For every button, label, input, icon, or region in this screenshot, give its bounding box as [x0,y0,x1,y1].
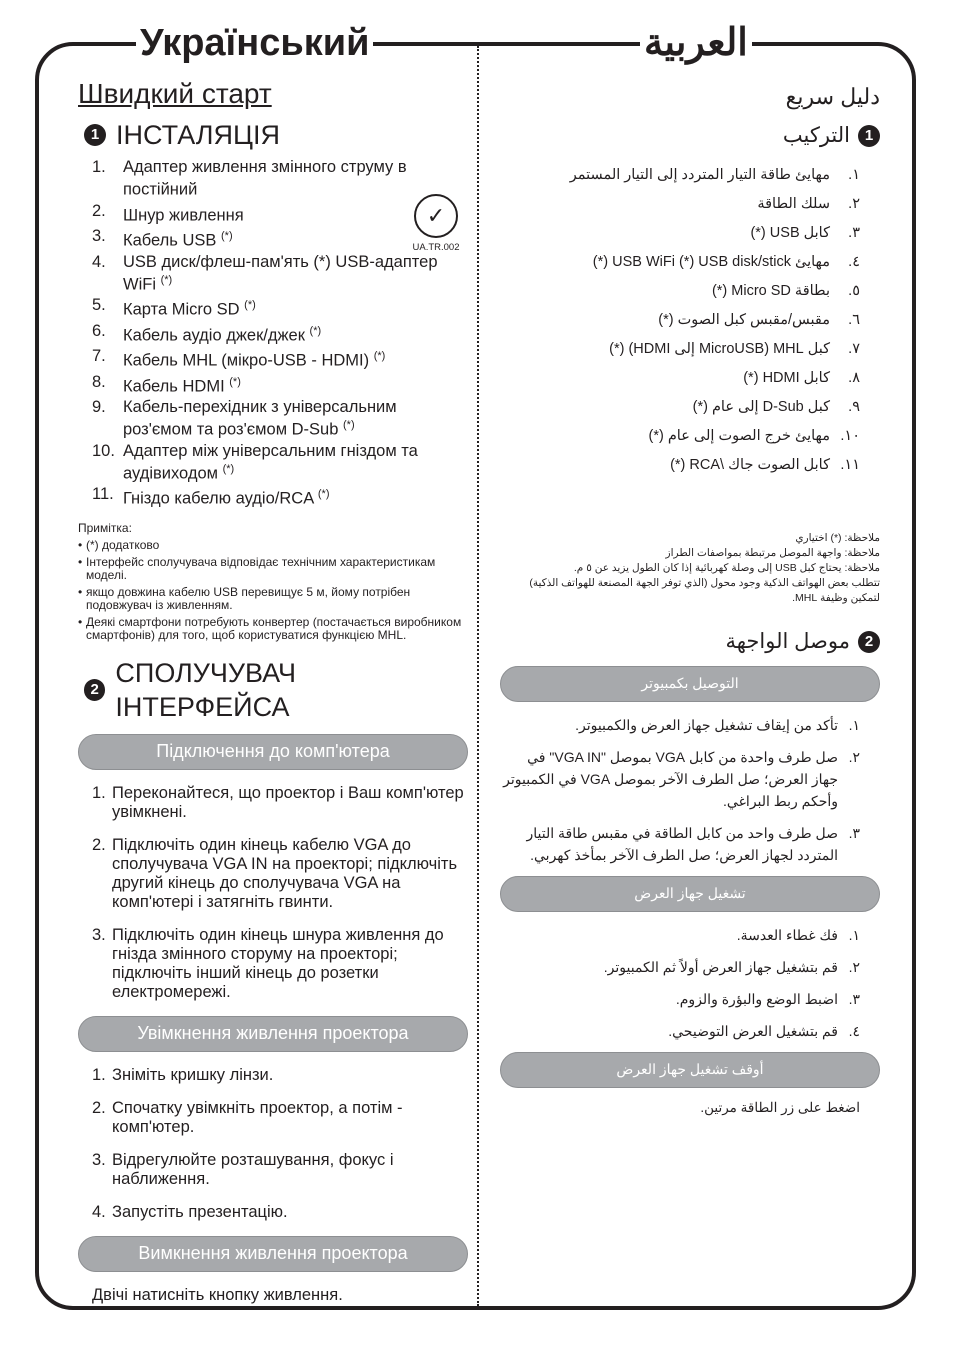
item-text [112,784,468,822]
item-number: ١. [848,166,860,183]
connect-computer-banner: Підключення до комп'ютера [78,734,468,770]
package-item [92,373,468,396]
installation-heading [78,118,468,152]
item-number: 1. [92,158,106,176]
item-label: قم بتشغيل العرض التوضيحي. [668,1023,838,1039]
item-text [112,836,468,912]
item-label: Підключіть один кінець кабелю VGA до сполучувача VGA IN на проекторі; підключіть другий кінець до сполучувача VGA на комп'ютері і затягніть гвинти. [112,835,458,911]
item-number: ٨. [848,369,860,386]
connect-steps [78,784,468,1002]
item-text [500,822,838,866]
note-item: • якщо довжина кабелю USB перевищує 5 м, йому потрібен подовжувач із живленням. [78,586,468,612]
item-label: كبل MHL (MicroUSB إلى HDMI) (*) [609,340,830,357]
ar-power-on-step [500,988,860,1010]
item-number: 5. [92,296,106,314]
item-text [649,428,831,444]
power-on-step [92,1066,468,1085]
item-text [112,1203,288,1222]
ar-power-on-step [500,924,860,946]
power-off-text: Двічі натисніть кнопку живлення. [92,1285,343,1304]
ar-note-item: ملاحظة: (*) اختياري [795,532,880,544]
optional-marker: (*) [309,324,322,337]
optional-marker: (*) [221,230,233,242]
notes [78,522,468,642]
item-number: ٣. [848,224,860,241]
ar-package-item [500,363,860,392]
ar-number-two-icon: 2 [858,631,880,653]
ar-package-item [500,334,860,363]
ua-certification-icon: ✓ [414,194,458,238]
item-label: صل طرف واحد من كابل الطاقة في مقبس طاقة التيار المتردد لجهاز العرض؛ صل الطرف الآخر بمأخذ كهربي. [526,825,838,863]
ar-connect-computer-banner: التوصيل بكمبيوتر [500,666,880,702]
item-text [123,398,468,439]
item-label: Спочатку увімкніть проектор, а потім - комп'ютер. [112,1098,403,1136]
item-number: 10. [92,441,115,460]
ar-installation-title: التركيب [782,124,850,147]
item-text [668,1020,838,1042]
item-number: ٧. [848,340,860,357]
item-label: مهايئ USB WiFi (*) USB disk/stick (*) [592,253,830,270]
item-text [112,1099,468,1137]
item-text [757,196,830,212]
item-number: 7. [92,347,106,365]
column-divider [477,46,479,1306]
item-text [658,312,830,328]
optional-marker: (*) [222,462,235,475]
ar-notes [500,531,880,606]
item-text [500,746,838,812]
ar-package-item [500,218,860,247]
item-text [123,158,468,199]
ar-power-on-steps [500,924,880,1042]
ar-interface-title: موصل الواجهة [725,630,850,653]
item-label: Карта Micro SD [123,300,240,319]
item-number: 4. [92,1202,106,1221]
item-label: Кабель аудіо джек/джек [123,326,305,344]
note-item: • (*) додатково [78,539,468,552]
item-number: ٢. [848,195,860,212]
ar-package-list [500,160,880,479]
item-number: ١. [848,927,860,943]
item-text [593,254,830,270]
power-on-step [92,1203,468,1222]
item-number: ٢. [848,959,860,975]
item-label: كابل الصوت جاك \RCA (*) [670,456,830,473]
item-number: ٦. [848,311,860,328]
item-label: كابل USB (*) [750,224,830,241]
item-number: 11. [92,485,114,503]
ar-power-on-step [500,956,860,978]
item-label: Кабель MHL (мікро-USB - HDMI) [123,351,370,370]
package-item [92,442,468,483]
power-on-steps [78,1066,468,1222]
item-number: 8. [92,372,106,391]
item-number: 3. [92,1150,106,1169]
connect-step [92,784,468,822]
ar-package-item [500,160,860,189]
certification-mark [406,194,466,253]
item-label: Підключіть один кінець шнура живлення до гнізда змінного сторуму на проекторі; підключіть інший кінець до розетки електромережі. [112,925,444,1001]
installation-title: ІНСТАЛЯЦІЯ [116,120,280,150]
item-number: ٩. [848,398,860,415]
item-text [123,373,241,396]
arabic-column [500,76,880,1116]
item-text [123,202,244,225]
item-label: مهايئ طاقة التيار المتردد إلى التيار المستمر [569,166,830,183]
ar-installation-heading [500,122,880,150]
number-two-icon: 2 [84,679,105,701]
arabic-header: العربية [640,20,752,66]
item-number: 2. [92,201,106,220]
item-label: كبل D-Sub إلى عام (*) [692,398,830,415]
item-number: 2. [92,835,106,854]
ar-note-item: ملاحظة: يحتاج كبل USB إلى وصلة كهربائية إذا كان الطول يزيد عن ٥ م. [573,562,880,574]
ar-connect-step [500,822,860,866]
item-text [123,347,385,370]
item-label: Кабель USB [123,231,217,250]
item-number: ٤. [848,1023,860,1039]
optional-marker: (*) [160,273,173,286]
ar-package-item [500,189,860,218]
power-on-step [92,1099,468,1137]
item-label: Зніміть кришку лінзи. [112,1065,274,1084]
ar-note-item: ملاحظة: واجهة الموصل مرتبطة بمواصفات الطراز [665,547,880,559]
item-text [123,227,233,250]
item-number: ٣. [848,991,860,1007]
ar-power-on-step [500,1020,860,1042]
item-number: ٣. [848,825,860,841]
ar-interface-heading [500,628,880,656]
item-label: اضبط الوضع والبؤرة والزوم. [675,991,838,1007]
item-label: فك غطاء العدسة. [736,927,838,943]
ar-quick-start-title: دليل سريع [785,84,880,109]
item-text [112,926,468,1002]
item-number: 3. [92,227,106,245]
item-label: بطاقة Micro SD (*) [711,282,830,299]
item-text [123,296,256,319]
item-text [604,956,838,978]
item-label: قم بتشغيل جهاز العرض أولاً ثم الكمبيوتر. [603,959,838,975]
item-text [712,283,830,299]
optional-marker: (*) [343,419,355,431]
item-label: Запустіть презентацію. [112,1202,288,1221]
item-text [743,370,830,386]
item-number: 3. [92,925,106,944]
certification-code: UA.TR.002 [412,242,460,253]
package-item [92,485,468,508]
item-number: 1. [92,783,106,802]
item-text [123,485,330,508]
note-title: Примітка: [78,520,132,535]
package-item [92,158,468,199]
ar-power-off-text: اضغط على زر الطاقة مرتين. [700,1100,860,1115]
item-label: مهايئ خرج الصوت إلى عام (*) [648,427,830,444]
item-label: Адаптер між універсальним гніздом та аудівиходом [123,441,418,482]
ar-connect-step [500,746,860,812]
package-item [92,347,468,370]
item-text [570,167,830,183]
optional-marker: (*) [373,350,386,362]
optional-marker: (*) [229,375,241,388]
ar-package-item [500,421,860,450]
item-label: Відрегулюйте розташування, фокус і наближення. [112,1150,394,1188]
item-number: 2. [92,1098,106,1117]
package-item [92,322,468,345]
interface-title: СПОЛУЧУВАЧ ІНТЕРФЕЙСА [115,657,297,722]
package-item [92,253,468,294]
ar-number-one-icon: 1 [858,125,880,147]
item-text [112,1151,468,1189]
item-label: Шнур живлення [123,206,244,224]
package-item [92,296,468,319]
item-text [123,322,321,345]
item-label: Кабель-перехідник з універсальним роз'ємом та роз'ємом D-Sub [123,398,397,439]
item-text [676,988,838,1010]
item-text [670,457,830,473]
power-on-banner: Увімкнення живлення проектора [78,1016,468,1052]
ar-package-item [500,392,860,421]
item-label: مقبس/مقبس كبل الصوت (*) [658,311,830,328]
item-label: Гніздо кабелю аудіо/RCA [123,489,314,508]
item-number: 1. [92,1065,106,1084]
ar-package-item [500,450,860,479]
item-label: Переконайтеся, що проектор і Ваш комп'ютер увімкнені. [112,783,464,821]
item-label: سلك الطاقة [757,195,830,212]
item-number: 4. [92,252,106,271]
ukrainian-column [78,76,468,1305]
item-text [123,442,468,483]
ar-connect-steps [500,714,880,866]
item-number: ١. [848,717,860,733]
package-item [92,398,468,439]
item-text [750,225,830,241]
ar-package-item [500,247,860,276]
item-number: ٤. [848,253,860,270]
item-text [693,399,830,415]
ar-note-item: تتطلب بعض الهواتف الذكية وجود محول (الذي توفر الجهة المصنعة للهواتف الذكية) لتمكين وظيفة MHL. [529,577,880,604]
interface-heading [78,656,468,724]
optional-marker: (*) [317,488,330,500]
item-label: Адаптер живлення змінного струму в постійний [123,158,407,199]
item-text [737,924,838,946]
note-item: • Інтерфейс сполучувача відповідає технічним характеристикам моделі. [78,556,468,582]
ukrainian-header: Український [136,20,373,66]
item-number: ١٠. [840,427,860,444]
item-label: USB диск/флеш-пам'ять (*) USB-адаптер WiFi [123,252,438,293]
ar-power-off-banner: أوقف تشغيل جهاز العرض [500,1052,880,1088]
item-text [112,1066,273,1085]
note-item: • Деякі смартфони потребують конвертер (постачається виробником смартфонів) для того, щоб користуватися функцією MHL. [78,616,468,642]
item-label: تأكد من إيقاف تشغيل جهاز العرض والكمبيوتر. [575,717,838,733]
item-number: ٢. [848,749,860,765]
ar-package-item [500,276,860,305]
power-off-banner: Вимкнення живлення проектора [78,1236,468,1272]
item-text [123,253,468,294]
number-one-icon: 1 [84,124,106,146]
ar-connect-step [500,714,860,736]
item-label: Кабель HDMI [123,377,225,395]
item-number: 9. [92,398,106,416]
power-on-step [92,1151,468,1189]
item-number: 6. [92,321,106,340]
item-number: ١١. [840,456,860,473]
connect-step [92,926,468,1002]
ar-package-item [500,305,860,334]
connect-step [92,836,468,912]
item-number: ٥. [848,282,860,299]
item-label: صل طرف واحدة من كابل VGA بموصل "VGA IN" في جهاز العرض؛ صل الطرف الآخر بموصل VGA في الكمبيوتر وأحكم ربط البراغي. [503,749,838,809]
item-text [609,341,830,357]
item-text [575,714,838,736]
ar-power-on-banner: تشغيل جهاز العرض [500,876,880,912]
optional-marker: (*) [244,299,256,311]
item-label: كابل HDMI (*) [743,369,830,386]
quick-start-title: Швидкий старт [78,78,272,109]
